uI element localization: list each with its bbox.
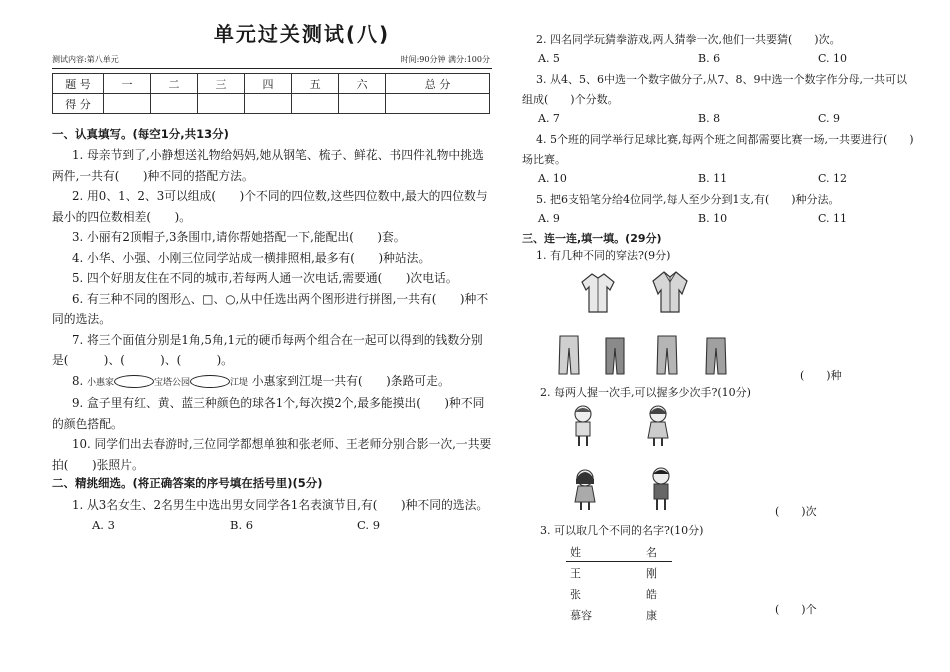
s1-question-8: [52, 371, 492, 394]
names-row: [566, 562, 672, 583]
left-column: [52, 18, 492, 536]
given-name-header: 名: [646, 546, 657, 559]
option-c: C. 10: [818, 52, 848, 65]
s1-question-4: 4. 小华、小强、小刚三位同学站成一横排照相,最多有( )种站法。: [72, 250, 431, 265]
s2-question-1: 1. 从3名女生、2名男生中选出男女同学各1名表演节目,有( )种不同的选法。: [72, 498, 489, 512]
section-1-title: 一、认真填写。(每空1分,共13分): [52, 127, 229, 141]
child-icon: [646, 466, 676, 512]
surname-header: 姓: [570, 546, 581, 559]
option-b: B. 6: [230, 517, 254, 532]
s3-question-3: 3. 可以取几个不同的名字?(10分): [540, 524, 704, 537]
s2-q4-options: [522, 170, 917, 190]
header-rule: [52, 68, 492, 69]
score-cell[interactable]: [386, 94, 490, 114]
option-c: C. 12: [818, 172, 848, 185]
option-a: A. 9: [538, 212, 560, 225]
s1-question-7: 7. 将三个面值分别是1角,5角,1元的硬币每两个组合在一起可以得到的钱数分别是( )、( )、( )。: [52, 332, 483, 367]
score-cell[interactable]: [198, 94, 245, 114]
option-c: C. 9: [818, 112, 841, 125]
score-col-4: 四: [245, 74, 292, 94]
names-table: [566, 541, 672, 625]
score-col-6: 六: [339, 74, 386, 94]
score-cell[interactable]: [104, 94, 151, 114]
option-a: A. 3: [92, 517, 115, 532]
option-a: A. 5: [538, 52, 560, 65]
child-icon: [570, 468, 600, 512]
score-table-score-row: [53, 94, 490, 114]
test-meta: [52, 52, 492, 66]
option-c: C. 11: [818, 212, 848, 225]
right-column: [522, 30, 917, 266]
s2-question-4: 4. 5个班的同学举行足球比赛,每两个班之间都需要比赛一场,一共要进行( )场比赛。: [522, 133, 914, 166]
s3-question-2: 2. 每两人握一次手,可以握多少次手?(10分): [540, 386, 751, 399]
score-row-label: 得 分: [53, 94, 104, 114]
s3-q2-answer: ( )次: [775, 505, 817, 518]
names-row: [566, 604, 672, 625]
surname: 张: [570, 588, 581, 601]
child-icon: [643, 404, 673, 448]
s2-q3-options: [522, 110, 917, 130]
s3-q1-answer: ( )种: [800, 369, 842, 382]
score-col-5: 五: [292, 74, 339, 94]
option-a: A. 10: [538, 172, 567, 185]
given-name: 皓: [646, 588, 657, 601]
score-cell[interactable]: [151, 94, 198, 114]
option-a: A. 7: [538, 112, 560, 125]
time-and-score: 时间:90分钟 满分:100分: [400, 55, 490, 64]
q8-place-park: 宝塔公园: [154, 377, 191, 388]
option-b: B. 11: [698, 172, 728, 185]
option-b: B. 8: [698, 112, 721, 125]
score-table: [52, 73, 490, 114]
s2-question-5: 5. 把6支铅笔分给4位同学,每人至少分到1支,有( )种分法。: [536, 193, 840, 206]
section-3-title: 三、连一连,填一填。(29分): [522, 232, 662, 245]
option-c: C. 9: [357, 517, 381, 532]
q8-place-home: 小惠家: [87, 377, 115, 388]
s3-q3-answer: ( )个: [775, 603, 817, 616]
option-b: B. 6: [698, 52, 721, 65]
option-b: B. 10: [698, 212, 728, 225]
names-header: [566, 541, 672, 562]
trousers-icon: [705, 336, 727, 376]
q8-number: 8.: [72, 373, 84, 388]
surname: 慕容: [570, 609, 592, 622]
shirt-icon: [580, 272, 616, 314]
given-name: 康: [646, 609, 657, 622]
s2-question-3: 3. 从4、5、6中选一个数字做分子,从7、8、9中选一个数字作分母,一共可以组成( )个分数。: [522, 73, 907, 106]
section-2-title: 二、精挑细选。(将正确答案的序号填在括号里)(5分): [52, 476, 323, 490]
names-row: [566, 583, 672, 604]
s3-question-1: 1. 有几种不同的穿法?(9分): [536, 249, 671, 262]
score-col-1: 一: [104, 74, 151, 94]
test-content: 测试内容:第八单元: [52, 55, 119, 64]
q8-text: 小惠家到江堤一共有( )条路可走。: [251, 373, 450, 388]
s1-question-9: 9. 盒子里有红、黄、蓝三种颜色的球各1个,每次摸2个,最多能摸出( )种不同的颜色搭配。: [52, 396, 485, 431]
given-name: 刚: [646, 567, 657, 580]
s1-question-1: 1. 母亲节到了,小静想送礼物给妈妈,她从钢笔、梳子、鲜花、书四件礼物中挑选两件,一共有( )种不同的搭配方法。: [52, 148, 484, 183]
score-cell[interactable]: [292, 94, 339, 114]
score-col-3: 三: [198, 74, 245, 94]
s1-question-2: 2. 用0、1、2、3可以组成( )个不同的四位数,这些四位数中,最大的四位数与最小的四位数相差( )。: [52, 189, 488, 224]
s1-question-6: 6. 有三种不同的图形△、□、○,从中任选出两个图形进行拼图,一共有( )种不同的选法。: [52, 291, 489, 326]
page-title: 单元过关测试(八): [213, 22, 391, 46]
q8-place-riverbank: 江堤: [230, 377, 249, 388]
score-table-header-row: [53, 74, 490, 94]
s1-question-3: 3. 小丽有2顶帽子,3条围巾,请你帮她搭配一下,能配出( )套。: [72, 230, 406, 244]
child-icon: [568, 404, 598, 448]
score-cell[interactable]: [339, 94, 386, 114]
s2-q5-options: [522, 210, 917, 230]
route-ellipse: [190, 375, 230, 388]
surname: 王: [570, 567, 581, 580]
s2-q1-options: [52, 516, 492, 536]
trousers-icon: [604, 336, 626, 376]
s1-question-5: 5. 四个好朋友住在不同的城市,若每两人通一次电话,需要通( )次电话。: [72, 271, 458, 285]
route-ellipse: [114, 375, 154, 388]
trousers-icon: [655, 334, 679, 376]
trousers-icon: [557, 334, 581, 376]
score-col-2: 二: [151, 74, 198, 94]
s1-question-10: 10. 同学们出去春游时,三位同学都想单独和张老师、王老师分别合影一次,一共要拍( )张照片。: [52, 437, 492, 472]
s2-q2-options: [522, 50, 917, 70]
score-col-total: 总 分: [386, 74, 490, 94]
score-cell[interactable]: [245, 94, 292, 114]
s2-question-2: 2. 四名同学玩猜拳游戏,两人猜拳一次,他们一共要猜( )次。: [536, 33, 841, 46]
jacket-icon: [650, 270, 690, 314]
score-col-label: 题 号: [53, 74, 104, 94]
